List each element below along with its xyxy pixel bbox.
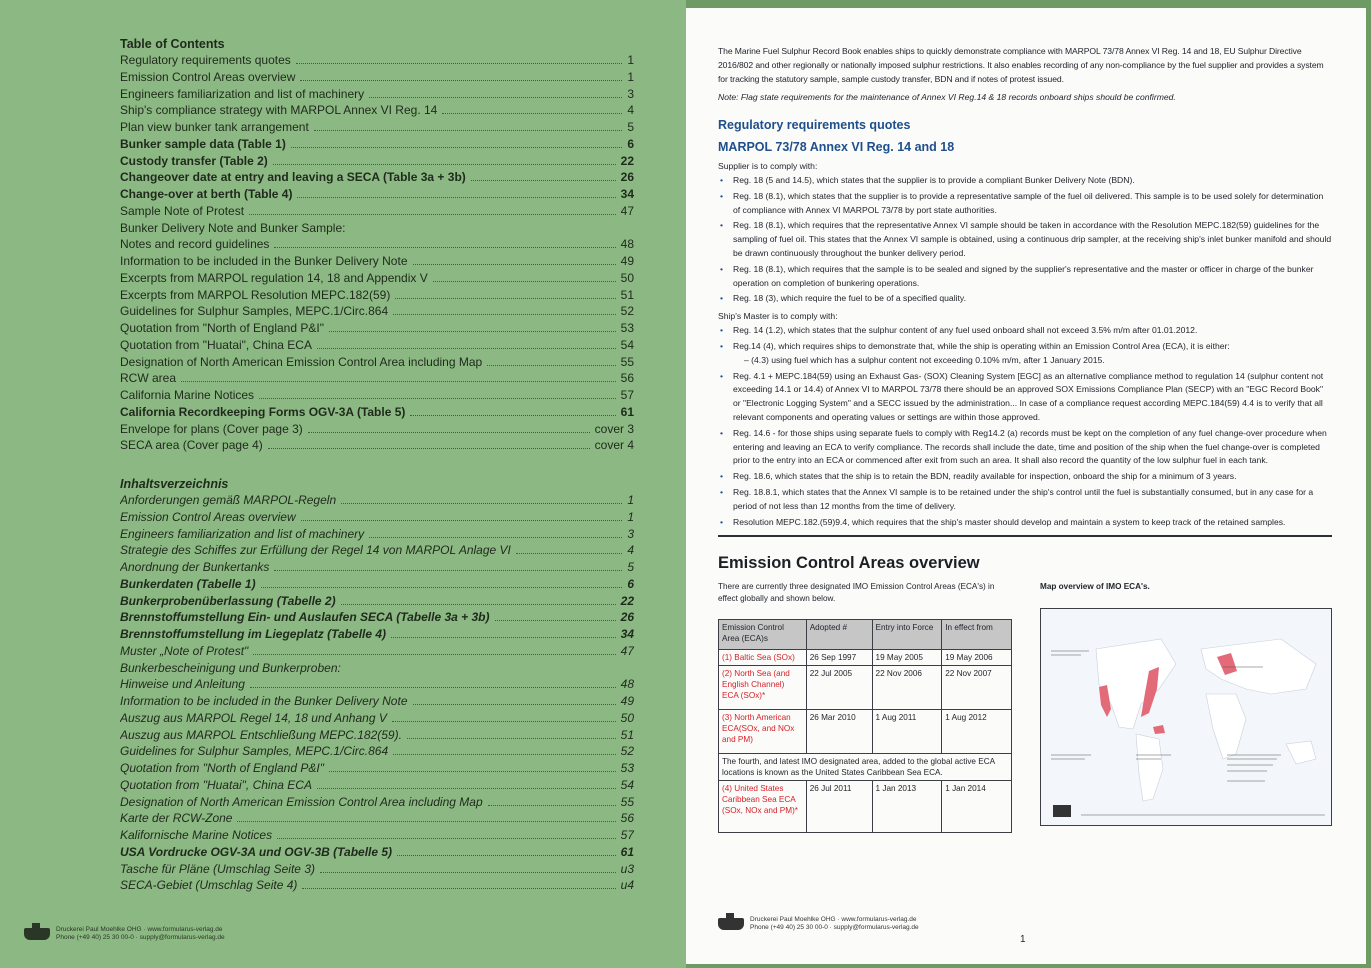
- toc-leader-dots: [300, 70, 622, 81]
- eca-area-cell: (4) United States Caribbean Sea ECA (SOx, NOx and PM)*: [719, 781, 807, 833]
- toc-leader-dots: [391, 627, 616, 638]
- toc-leader-dots: [393, 304, 616, 315]
- toc-leader-dots: [369, 87, 622, 98]
- toc-leader-dots: [433, 271, 616, 282]
- toc-entry: [120, 777, 634, 794]
- subsection-heading: MARPOL 73/78 Annex VI Reg. 14 and 18: [718, 140, 955, 154]
- effect-cell: 22 Nov 2007: [942, 666, 1012, 710]
- toc-page-number: 6: [627, 576, 634, 591]
- toc-entry: [120, 119, 634, 136]
- toc-page-number: 52: [620, 304, 634, 319]
- toc-page-number: 56: [620, 371, 634, 386]
- toc-entry-title: Emission Control Areas overview: [120, 509, 296, 524]
- toc-leader-dots: [369, 527, 622, 538]
- table-header: Adopted #: [806, 620, 872, 650]
- toc-page-number: 61: [620, 844, 634, 859]
- list-item: • Reg. 18.6, which states that the ship is to retain the BDN, readily available for inspection, onboard the ship for a minimum of 3 years.: [718, 470, 1332, 484]
- toc-entry: [120, 236, 634, 253]
- eca-area-cell: (2) North Sea (and English Channel) ECA (SOx)*: [719, 666, 807, 710]
- toc-page-number: 3: [627, 526, 634, 541]
- toc-entry-title: Plan view bunker tank arrangement: [120, 120, 309, 134]
- toc-leader-dots: [181, 371, 616, 382]
- toc-entry: [120, 354, 634, 371]
- page-number: 1: [1020, 934, 1026, 945]
- toc-leader-dots: [274, 560, 622, 571]
- toc-entry-title: Change-over at berth (Table 4): [120, 187, 293, 201]
- toc-page-number: 57: [620, 828, 634, 842]
- toc-page-number: 1: [627, 53, 634, 67]
- toc-entry-title: Ship's compliance strategy with MARPOL Annex VI Reg. 14: [120, 103, 438, 118]
- toc-title-de: Inhaltsverzeichnis: [120, 477, 229, 491]
- toc-entry: [120, 387, 634, 404]
- effect-cell: 1 Jan 2014: [942, 781, 1012, 833]
- toc-entry: [120, 287, 634, 304]
- toc-entry-title: RCW area: [120, 371, 177, 386]
- toc-entry-title: Brennstoffumstellung Ein- und Auslaufen SECA (Tabelle 3a + 3b): [120, 610, 490, 625]
- toc-leader-dots: [487, 355, 615, 366]
- toc-entry-title: Hinweise und Anleitung: [120, 677, 245, 692]
- table-row: [719, 710, 1012, 754]
- toc-page-number: 52: [620, 744, 634, 759]
- eca-area-cell: (1) Baltic Sea (SOx): [719, 650, 807, 666]
- toc-leader-dots: [516, 543, 622, 554]
- list-item: • Reg. 18 (8.1), which requires that the sample is to be sealed and signed by the supplier's representative and the master or officer in charge of the bunker operation on completion of bunkering operations.: [718, 263, 1332, 291]
- entry-cell: 1 Aug 2011: [872, 710, 942, 754]
- toc-entry-title: Bunkerdaten (Tabelle 1): [120, 576, 256, 591]
- publisher-footer: [718, 916, 919, 932]
- toc-entry: [120, 676, 634, 693]
- toc-entry-title: Brennstoffumstellung im Liegeplatz (Tabelle 4): [120, 627, 387, 641]
- toc-entry: [120, 526, 634, 543]
- toc-entry-title: Anforderungen gemäß MARPOL-Regeln: [120, 493, 337, 507]
- toc-entry-title: Muster „Note of Protest": [120, 643, 249, 658]
- toc-entry-title: Karte der RCW-Zone: [120, 811, 233, 826]
- toc-entry-title: Bunkerprobenüberlassung (Tabelle 2): [120, 593, 336, 608]
- toc-page-number: 4: [627, 543, 634, 558]
- toc-page-number: 51: [620, 287, 634, 302]
- toc-page-number: 34: [620, 187, 634, 201]
- toc-entry: [120, 542, 634, 559]
- toc-entry-title: California Marine Notices: [120, 388, 255, 402]
- section-divider: [718, 535, 1332, 537]
- toc-list-de: [120, 492, 634, 660]
- toc-entry: [120, 710, 634, 727]
- toc-entry-title: Auszug aus MARPOL Regel 14, 18 und Anhang V: [120, 710, 387, 725]
- toc-title: Table of Contents: [120, 37, 225, 51]
- toc-page-number: 1: [627, 69, 634, 84]
- toc-leader-dots: [393, 744, 616, 755]
- table-row: [719, 781, 1012, 833]
- toc-leader-dots: [296, 53, 623, 64]
- toc-leader-dots: [407, 728, 616, 739]
- toc-page-number: 3: [627, 86, 634, 101]
- toc-page-number: 49: [620, 694, 634, 708]
- toc-leader-dots: [250, 677, 616, 688]
- toc-entry: [120, 827, 634, 844]
- toc-page-number: 47: [620, 643, 634, 658]
- toc-entry-title: Bunker sample data (Table 1): [120, 136, 286, 151]
- list-item: • Reg. 18 (8.1), which requires that the representative Annex VI sample should be taken in accordance with the Resolution MEPC.182(59) guidelines for the sampling of fuel oil. This states that the Annex VI sample is obtained, using a continuous drip sampler, at the receiving ship's inlet bunker manifold and should be drawn continuously throughout the bunker delivery period.: [718, 219, 1332, 260]
- toc-page-number: 50: [620, 710, 634, 725]
- eca-intro: There are currently three designated IMO Emission Control Areas (ECA's) in effect globally and shown below.: [718, 582, 995, 604]
- master-intro: Ship's Master is to comply with:: [718, 311, 838, 322]
- intro-paragraph: The Marine Fuel Sulphur Record Book enables ships to quickly demonstrate compliance with MARPOL 73/78 Annex VI Reg. 14 and 18, EU Sulphur Directive 2016/802 and other regionally or nationally imposed sulphur restrictions. It also enables recording of any non-compliance by the fuel supplier and provides a system for tracking the statutory sample, sample custody transfer, BDN and if notes of protest issued.: [718, 46, 1324, 84]
- list-item: • Reg. 18 (8.1), which states that the supplier is to provide a representative sample of the fuel oil delivered. This sample is to be used solely for determination of compliance with Annex VI MARPOL 73/78 by port state authorities.: [718, 190, 1332, 218]
- table-row: [719, 754, 1012, 781]
- toc-entry-title: Quotation from "Huatai", China ECA: [120, 777, 312, 792]
- toc-entry: [120, 253, 634, 270]
- toc-entry: [120, 437, 634, 454]
- toc-leader-dots: [329, 321, 616, 332]
- toc-entry: [120, 404, 634, 421]
- toc-page-number: 47: [620, 203, 634, 218]
- toc-page-number: 5: [627, 120, 634, 134]
- toc-page-number: 55: [620, 354, 634, 369]
- toc-leader-dots: [274, 237, 615, 248]
- toc-entry-title: Auszug aus MARPOL Entschließung MEPC.182(59).: [120, 727, 402, 742]
- toc-leader-dots: [253, 644, 615, 655]
- toc-list: [120, 52, 634, 220]
- toc-entry-title: Engineers familiarization and list of machinery: [120, 526, 365, 541]
- toc-leader-dots: [341, 493, 622, 504]
- toc-entry: [120, 509, 634, 526]
- toc-entry: [120, 186, 634, 203]
- toc-entry: [120, 877, 634, 894]
- toc-leader-dots: [301, 510, 623, 521]
- effect-cell: 1 Aug 2012: [942, 710, 1012, 754]
- toc-entry-title: California Recordkeeping Forms OGV-3A (Table 5): [120, 404, 406, 419]
- toc-leader-dots: [259, 388, 616, 399]
- entry-cell: 19 May 2005: [872, 650, 942, 666]
- toc-leader-dots: [413, 254, 616, 265]
- toc-leader-dots: [410, 405, 615, 416]
- toc-entry: [120, 270, 634, 287]
- toc-entry: [120, 102, 634, 119]
- toc-entry: [120, 370, 634, 387]
- toc-page-number: 53: [620, 321, 634, 335]
- toc-leader-dots: [317, 778, 616, 789]
- toc-leader-dots: [314, 120, 623, 131]
- toc-leader-dots: [442, 103, 622, 114]
- toc-entry: [120, 303, 634, 320]
- toc-entry: [120, 693, 634, 710]
- toc-entry: [120, 136, 634, 153]
- toc-entry: [120, 153, 634, 170]
- footer-line1: Druckerei Paul Moehlke OHG · www.formularus-verlag.de: [56, 926, 223, 933]
- toc-entry-title: SECA-Gebiet (Umschlag Seite 4): [120, 878, 298, 893]
- table-note: The fourth, and latest IMO designated area, added to the global active ECA locations is known as the United States Caribbean Sea ECA.: [719, 754, 1012, 781]
- master-requirements-list: [718, 324, 1332, 354]
- world-map-graphic: [1041, 609, 1331, 825]
- toc-leader-dots: [413, 694, 616, 705]
- toc-entry: [120, 52, 634, 69]
- toc-entry: [120, 810, 634, 827]
- footer-line1: Druckerei Paul Moehlke OHG · www.formularus-verlag.de: [750, 916, 917, 923]
- toc-leader-dots: [471, 170, 616, 181]
- toc-page-number: cover 3: [594, 421, 634, 436]
- ship-logo-icon: [24, 928, 50, 940]
- toc-entry-title: Information to be included in the Bunker Delivery Note: [120, 694, 408, 708]
- toc-page-number: 48: [620, 237, 634, 252]
- entry-cell: 22 Nov 2006: [872, 666, 942, 710]
- toc-entry: [120, 559, 634, 576]
- toc-entry-title: Emission Control Areas overview: [120, 69, 296, 84]
- toc-entry-title: Excerpts from MARPOL regulation 14, 18 and Appendix V: [120, 270, 428, 285]
- toc-entry: [120, 492, 634, 509]
- toc-entry: [120, 576, 634, 593]
- toc-leader-dots: [341, 594, 616, 605]
- toc-german: [120, 476, 634, 894]
- toc-entry-title: Guidelines for Sulphur Samples, MEPC.1/Circ.864: [120, 744, 389, 759]
- toc-entry-title: Envelope for plans (Cover page 3): [120, 421, 303, 436]
- toc-entry: [120, 794, 634, 811]
- toc-leader-dots: [249, 204, 616, 215]
- toc-page-number: 26: [620, 170, 634, 185]
- toc-entry: [120, 69, 634, 86]
- toc-leader-dots: [261, 577, 623, 588]
- toc-page-number: 55: [620, 794, 634, 809]
- eca-heading: Emission Control Areas overview: [718, 554, 980, 573]
- toc-entry: [120, 593, 634, 610]
- adopted-cell: 22 Jul 2005: [806, 666, 872, 710]
- toc-page-number: 54: [620, 337, 634, 352]
- map-title: Map overview of IMO ECA's.: [1040, 582, 1150, 592]
- toc-page-number: cover 4: [594, 438, 634, 453]
- toc-entry: [120, 643, 634, 660]
- list-item: • Resolution MEPC.182.(59)9.4, which requires that the ship's master should develop and maintain a system to keep track of the retained samples.: [718, 516, 1332, 530]
- toc-leader-dots: [495, 610, 616, 621]
- adopted-cell: 26 Jul 2011: [806, 781, 872, 833]
- toc-entry-title: USA Vordrucke OGV-3A und OGV-3B (Tabelle 5): [120, 844, 393, 859]
- supplier-intro: Supplier is to comply with:: [718, 161, 818, 171]
- adopted-cell: 26 Mar 2010: [806, 710, 872, 754]
- toc-page-number: u4: [620, 878, 634, 893]
- table-row: [719, 650, 1012, 666]
- toc-entry: [120, 337, 634, 354]
- effect-cell: 19 May 2006: [942, 650, 1012, 666]
- toc-entry: [120, 609, 634, 626]
- toc-entry-title: Custody transfer (Table 2): [120, 153, 268, 168]
- table-header: In effect from: [942, 620, 1012, 650]
- toc-leader-dots: [329, 761, 616, 772]
- toc-page-number: 34: [620, 627, 634, 641]
- table-header: Emission Control Area (ECA)s: [719, 620, 807, 650]
- toc-leader-dots: [317, 338, 616, 349]
- toc-leader-dots: [291, 137, 622, 148]
- toc-subheading-de: Bunkerbescheinigung und Bunkerproben:: [120, 660, 341, 675]
- master-requirements-list: [718, 370, 1332, 530]
- toc-page-number: 57: [620, 388, 634, 402]
- toc-page-number: 22: [620, 593, 634, 608]
- toc-leader-dots: [277, 828, 616, 839]
- toc-page-number: 1: [627, 493, 634, 507]
- toc-page-number: 49: [620, 254, 634, 268]
- toc-entry-title: Guidelines for Sulphur Samples, MEPC.1/Circ.864: [120, 304, 389, 319]
- toc-entry-title: Notes and record guidelines: [120, 237, 270, 252]
- toc-entry-title: Regulatory requirements quotes: [120, 53, 291, 67]
- toc-leader-dots: [488, 795, 616, 806]
- adopted-cell: 26 Sep 1997: [806, 650, 872, 666]
- toc-page-number: 26: [620, 610, 634, 625]
- ship-logo-icon: [718, 918, 744, 930]
- toc-entry-title: Strategie des Schiffes zur Erfüllung der Regel 14 von MARPOL Anlage VI: [120, 543, 511, 558]
- toc-leader-dots: [302, 878, 615, 889]
- right-page: [686, 8, 1366, 964]
- toc-page-number: 61: [620, 404, 634, 419]
- toc-entry: [120, 626, 634, 643]
- toc-page-number: 53: [620, 761, 634, 775]
- list-item: • Reg. 4.1 + MEPC.184(59) using an Exhaust Gas- (SOX) Cleaning System [EGC] as an alternative compliance method to regulation 14 (sulphur content not exceeding 14.1 or 14.4) of Annex VI to MARPOL 73/78 there should be an approved SOX Emissions Compliance Plan (SECP) with an "EGC Record Book" or "Electronic Logging System" and a SECC issued by the administration... In case of a compliance request according MEPC.184(59) 4.4 is to verify that all relevant components and operating values or settings are within those approved.: [718, 370, 1332, 425]
- list-item: • Reg.14 (4), which requires ships to demonstrate that, while the ship is operating within an Emission Control Area (ECA), it is either:: [718, 340, 1332, 354]
- toc-entry-title: Sample Note of Protest: [120, 203, 245, 218]
- list-item: • Reg. 18 (5 and 14.5), which states that the supplier is to provide a compliant Bunker Delivery Note (BDN).: [718, 174, 1332, 188]
- eca-world-map: [1040, 608, 1332, 826]
- toc-entry-title: Engineers familiarization and list of machinery: [120, 86, 365, 101]
- section-heading: Regulatory requirements quotes: [718, 118, 911, 132]
- toc-subheading: Bunker Delivery Note and Bunker Sample:: [120, 220, 346, 235]
- toc-entry-title: Quotation from "North of England P&I": [120, 761, 324, 775]
- toc-page-number: u3: [620, 861, 634, 876]
- toc-entry: [120, 760, 634, 777]
- toc-entry: [120, 86, 634, 103]
- toc-leader-dots: [273, 154, 616, 165]
- toc-list: [120, 236, 634, 454]
- toc-entry: [120, 844, 634, 861]
- flag-state-note: Note: Flag state requirements for the maintenance of Annex VI Reg.14 & 18 records onboard ships should be confirmed.: [718, 92, 1176, 102]
- table-row: [719, 666, 1012, 710]
- footer-line2: Phone (+49 40) 25 30 00-0 · supply@formularus-verlag.de: [56, 934, 225, 941]
- toc-entry-title: Designation of North American Emission Control Area including Map: [120, 794, 483, 809]
- toc-leader-dots: [308, 422, 590, 433]
- toc-entry-title: Quotation from "Huatai", China ECA: [120, 337, 312, 352]
- toc-entry-title: Information to be included in the Bunker Delivery Note: [120, 254, 408, 268]
- toc-entry-title: SECA area (Cover page 4): [120, 438, 263, 453]
- entry-cell: 1 Jan 2013: [872, 781, 942, 833]
- toc-entry: [120, 169, 634, 186]
- table-header: Entry into Force: [872, 620, 942, 650]
- toc-page-number: 51: [620, 727, 634, 742]
- toc-entry: [120, 320, 634, 337]
- toc-leader-dots: [392, 711, 616, 722]
- eca-table: [718, 619, 1012, 833]
- toc-page-number: 5: [627, 560, 634, 574]
- toc-english: [120, 36, 634, 894]
- toc-entry-title: Quotation from "North of England P&I": [120, 321, 324, 335]
- toc-entry: [120, 861, 634, 878]
- toc-page-number: 50: [620, 270, 634, 285]
- toc-entry-title: Tasche für Pläne (Umschlag Seite 3): [120, 861, 315, 876]
- toc-entry-title: Anordnung der Bunkertanks: [120, 560, 270, 574]
- supplier-requirements-list: [718, 174, 1332, 306]
- list-item: • Reg. 14 (1.2), which states that the sulphur content of any fuel used onboard shall not exceed 3.5% m/m after 01.01.2012.: [718, 324, 1332, 338]
- toc-page-number: 1: [627, 509, 634, 524]
- toc-entry: [120, 727, 634, 744]
- toc-page-number: 56: [620, 811, 634, 826]
- list-item: • Reg. 18 (3), which require the fuel to be of a specified quality.: [718, 292, 1332, 306]
- toc-list-de: [120, 676, 634, 894]
- toc-page-number: 54: [620, 777, 634, 792]
- toc-leader-dots: [237, 811, 615, 822]
- list-item: • Reg. 14.6 - for those ships using separate fuels to comply with Reg14.2 (a) records must be kept on the completion of any fuel change-over procedure when entering and leaving an ECA to verify compliance. The records shall include the date, time and position of the ship when the fuel change-over is completed prior to the entry into an ECA or commenced after exit from such an area. It shall also record the quantity of the low sulphur fuel in each tank.: [718, 427, 1332, 468]
- list-item: • Reg. 18.8.1, which states that the Annex VI sample is to be retained under the ship's control until the fuel is substantially consumed, but in any case for a period of not less than 12 months from the time of delivery.: [718, 486, 1332, 514]
- toc-leader-dots: [297, 187, 615, 198]
- toc-entry: [120, 421, 634, 438]
- toc-page-number: 22: [620, 153, 634, 168]
- toc-page-number: 6: [627, 136, 634, 151]
- toc-entry-title: Designation of North American Emission Control Area including Map: [120, 354, 483, 369]
- toc-page-number: 48: [620, 677, 634, 692]
- toc-entry: [120, 203, 634, 220]
- footer-line2: Phone (+49 40) 25 30 00-0 · supply@formularus-verlag.de: [750, 924, 919, 931]
- eca-area-cell: (3) North American ECA(SOx, and NOx and PM): [719, 710, 807, 754]
- toc-entry: [120, 743, 634, 760]
- master-sub-item: – (4.3) using fuel which has a sulphur content not exceeding 0.10% m/m, after 1 January 2015.: [744, 354, 1105, 365]
- toc-leader-dots: [395, 288, 615, 299]
- toc-entry-title: Excerpts from MARPOL Resolution MEPC.182(59): [120, 287, 391, 302]
- toc-entry-title: Kalifornische Marine Notices: [120, 828, 273, 842]
- toc-leader-dots: [320, 862, 616, 873]
- publisher-footer: [24, 926, 225, 942]
- toc-leader-dots: [397, 845, 616, 856]
- toc-entry-title: Changeover date at entry and leaving a SECA (Table 3a + 3b): [120, 170, 466, 185]
- toc-leader-dots: [268, 438, 590, 449]
- toc-page-number: 4: [627, 103, 634, 118]
